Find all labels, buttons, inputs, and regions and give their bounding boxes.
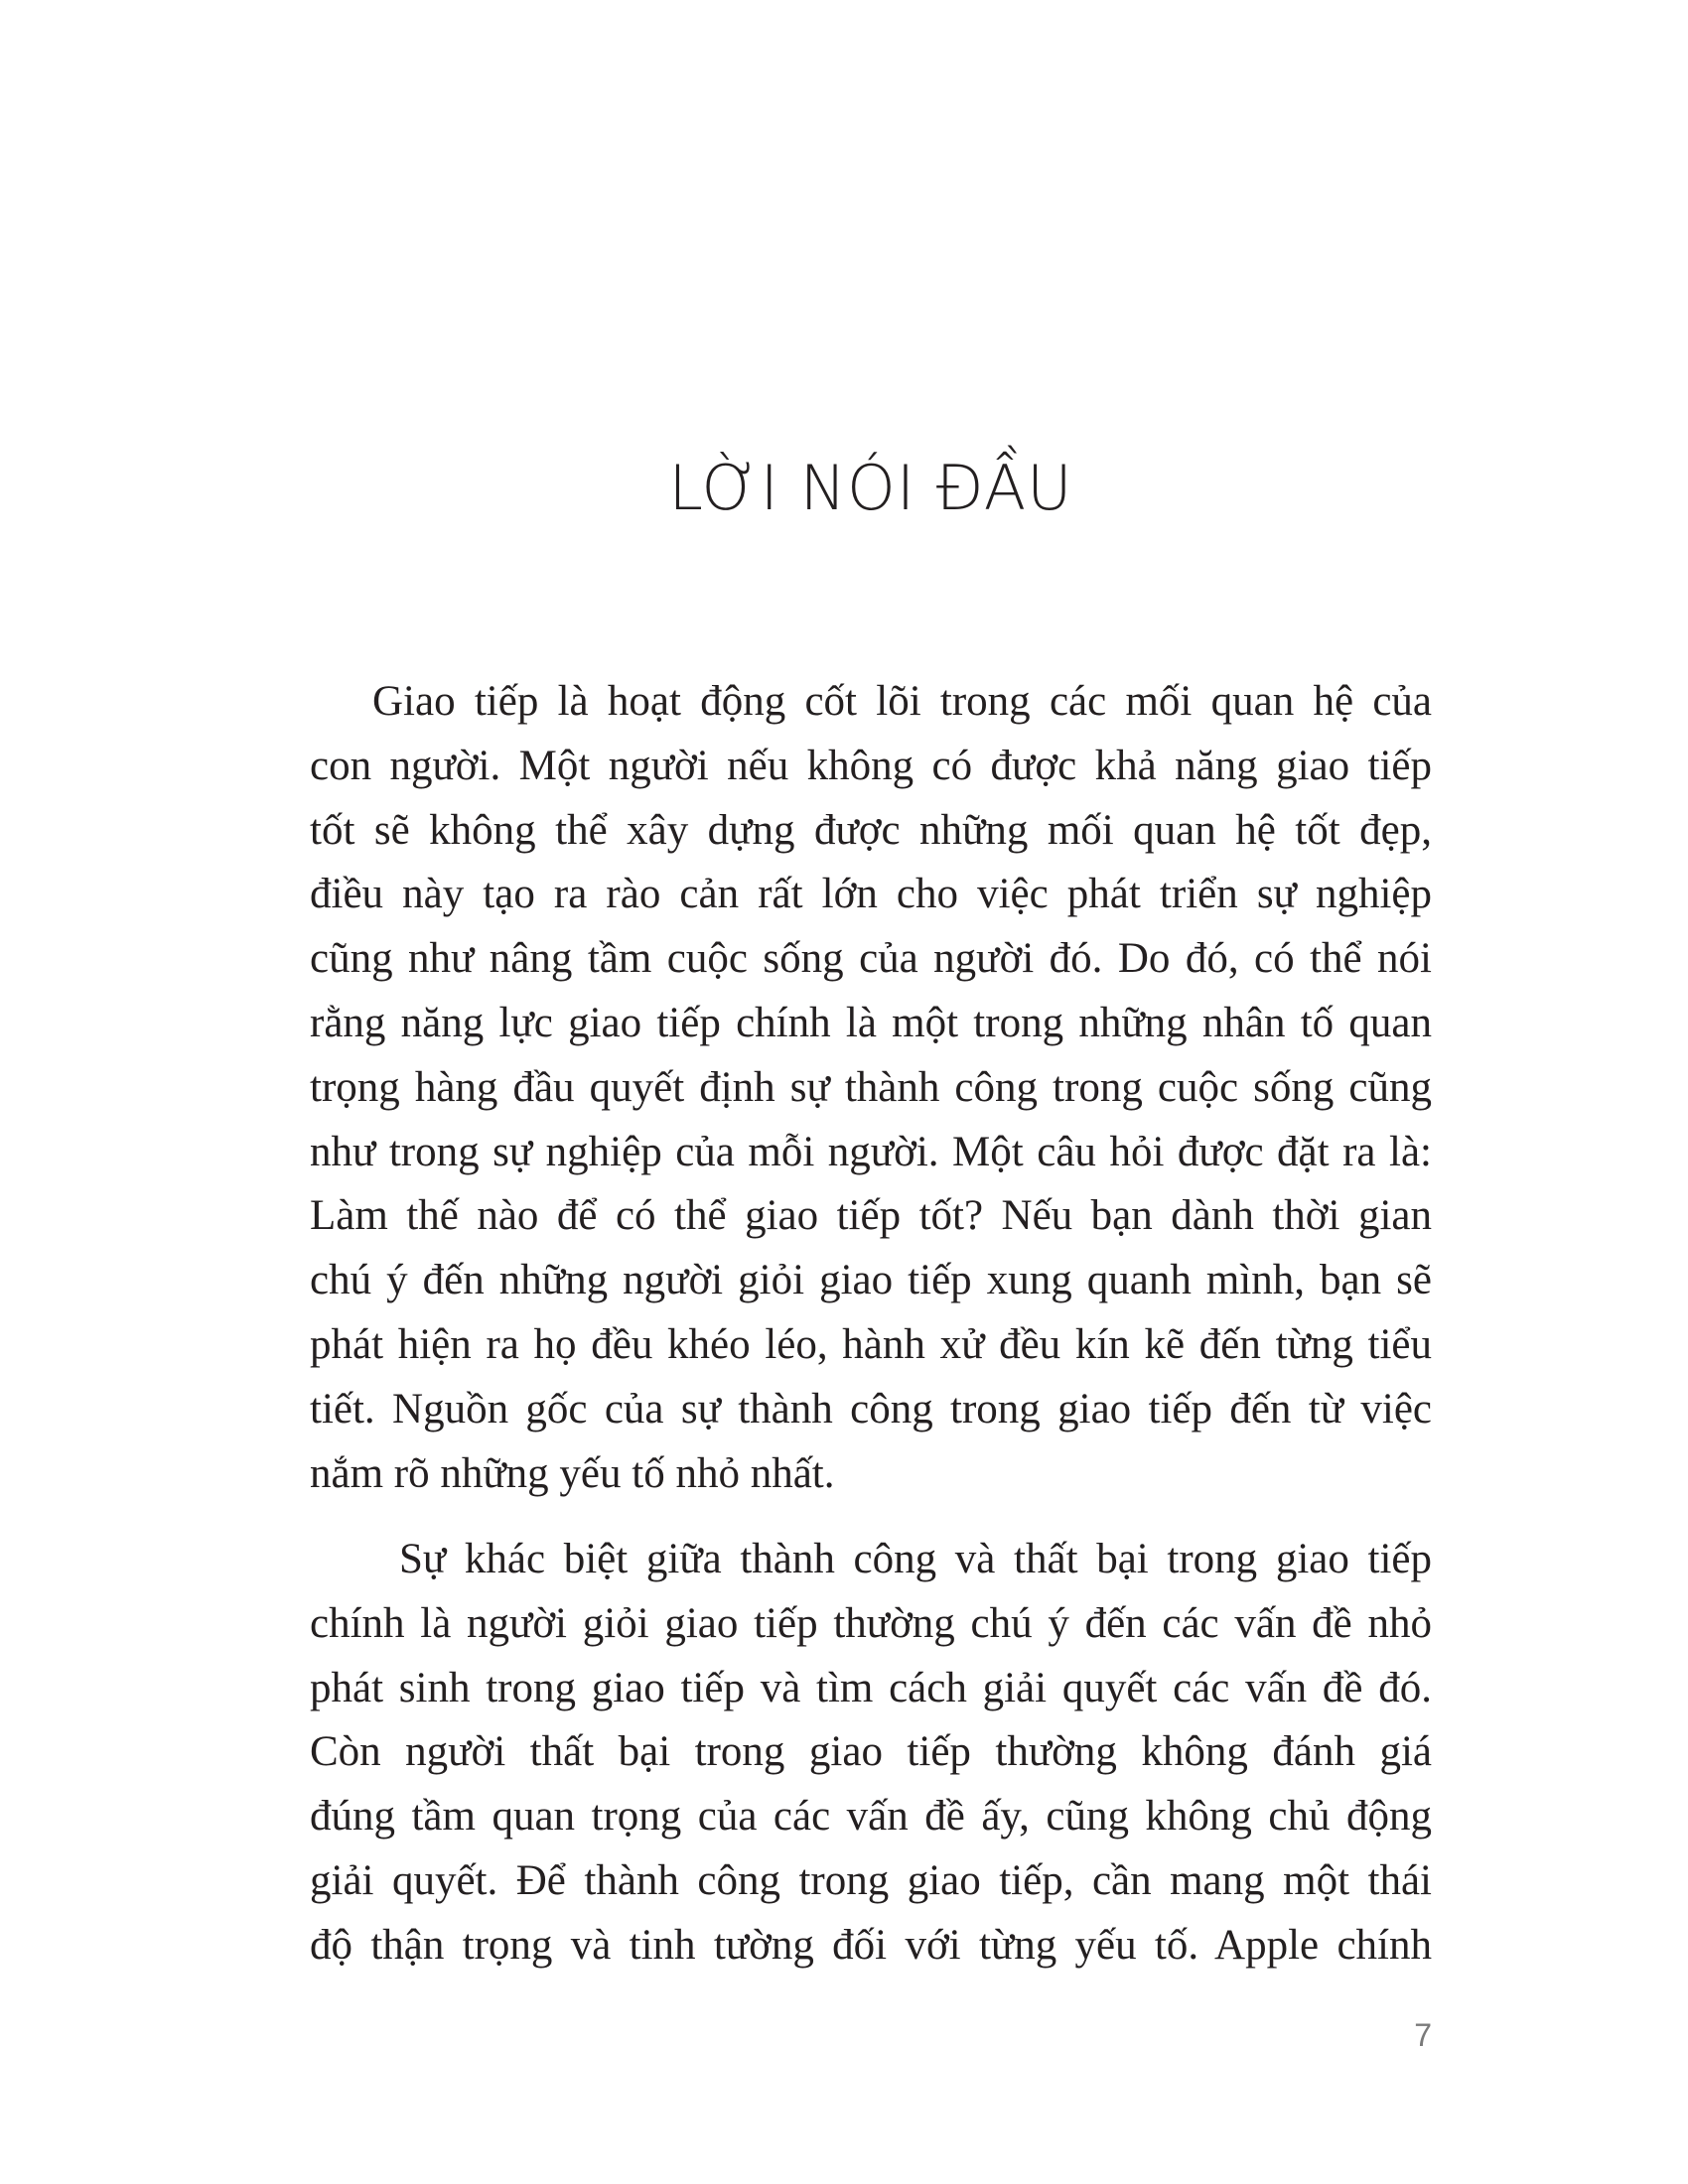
- text-line: Còn người thất bại trong giao tiếp thường không đánh giá: [310, 1728, 1432, 1776]
- text-line: chú ý đến những người giỏi giao tiếp xung quanh mình, bạn sẽ: [310, 1257, 1432, 1304]
- text-line: giải quyết. Để thành công trong giao tiếp, cần mang một thái: [310, 1856, 1432, 1904]
- text-line: như trong sự nghiệp của mỗi người. Một câu hỏi được đặt ra là:: [310, 1128, 1432, 1175]
- text-line: phát hiện ra họ đều khéo léo, hành xử đều kín kẽ đến từng tiểu: [310, 1320, 1432, 1368]
- text-line: điều này tạo ra rào cản rất lớn cho việc phát triển sự nghiệp: [310, 871, 1432, 918]
- page-number: 7: [1414, 2017, 1432, 2053]
- text-line: phát sinh trong giao tiếp và tìm cách giải quyết các vấn đề đó.: [310, 1664, 1432, 1711]
- text-line: trọng hàng đầu quyết định sự thành công trong cuộc sống cũng: [310, 1063, 1432, 1111]
- text-line: chính là người giỏi giao tiếp thường chú ý đến các vấn đề nhỏ: [310, 1599, 1432, 1647]
- chapter-title: LỜI NÓI ĐẦU: [668, 452, 1073, 524]
- text-line: nắm rõ những yếu tố nhỏ nhất.: [310, 1449, 835, 1497]
- paragraph-2: [310, 1528, 1432, 1979]
- paragraph-1: [310, 670, 1432, 1506]
- text-line: độ thận trọng và tinh tường đối với từng yếu tố. Apple chính: [310, 1921, 1432, 1969]
- text-line: rằng năng lực giao tiếp chính là một trong những nhân tố quan: [310, 999, 1432, 1046]
- text-line: Làm thế nào để có thể giao tiếp tốt? Nếu bạn dành thời gian: [310, 1192, 1432, 1240]
- text-line: tốt sẽ không thể xây dựng được những mối quan hệ tốt đẹp,: [310, 806, 1432, 854]
- text-line: đúng tầm quan trọng của các vấn đề ấy, cũng không chủ động: [310, 1793, 1432, 1841]
- text-line: con người. Một người nếu không có được khả năng giao tiếp: [310, 742, 1432, 789]
- text-line: Sự khác biệt giữa thành công và thất bại trong giao tiếp: [399, 1536, 1432, 1582]
- text-line: Giao tiếp là hoạt động cốt lõi trong các mối quan hệ của: [372, 678, 1432, 725]
- text-line: cũng như nâng tầm cuộc sống của người đó. Do đó, có thể nói: [310, 935, 1432, 983]
- text-line: tiết. Nguồn gốc của sự thành công trong giao tiếp đến từ việc: [310, 1385, 1432, 1433]
